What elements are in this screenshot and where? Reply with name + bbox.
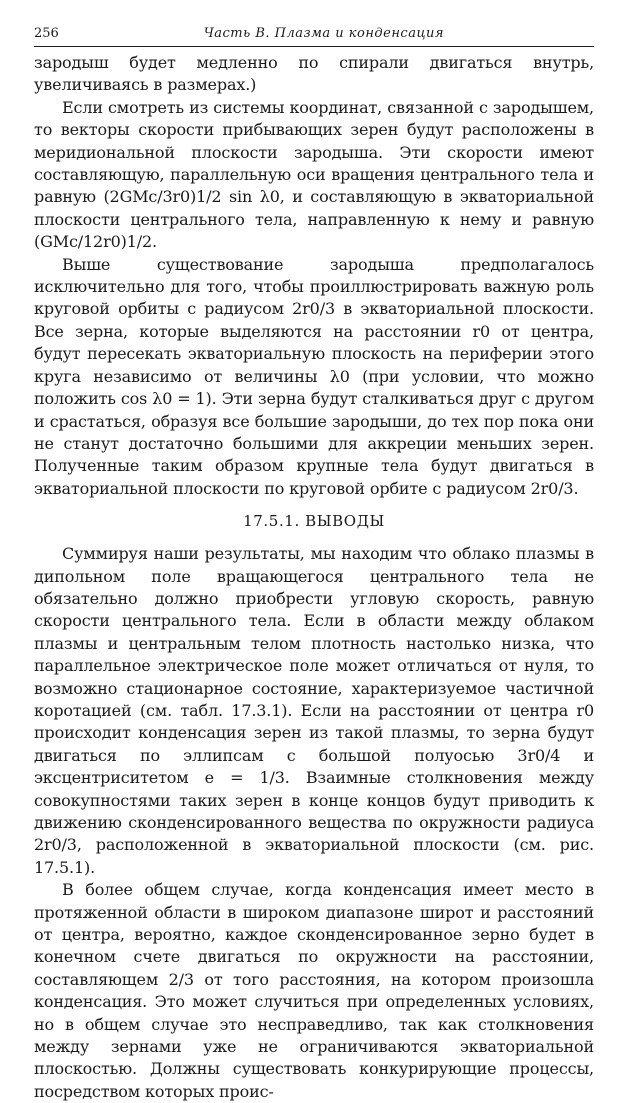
paragraph-nucleus-role: Выше существование зародыша предполагалось исключительно для того, чтобы проиллюстрировать важную роль круговой орбиты с радиусом 2r0/3 в экваториальной плоскости. Все зерна, которые выделяются на расстоянии r0 от центра, будут пересекать экваториальную плоскость на периферии этого круга независимо от величины λ0 (при условии, что можно положить cos λ0 = 1). Эти зерна будут сталкиваться друг с другом и срастаться, образуя все большие зародыши, до тех пор пока они не станут достаточно большими для аккреции меньших зерен. Полученные таким образом крупные тела будут двигаться в экваториальной плоскости по круговой орбите с радиусом 2r0/3. <box>34 254 594 498</box>
book-page <box>34 22 594 1103</box>
paragraph-general-case: В более общем случае, когда конденсация имеет место в протяженной области в широком диапазоне широт и расстояний от центра, вероятно, каждое сконденсированное зерно будет в конечном счете двигаться по окружности на расстоянии, составляющем 2/3 от того расстояния, на котором произошла конденсация. Это может случиться при определенных условиях, но в общем случае это несправедливо, так как столкновения между зернами уже не ограничиваются экваториальной плоскостью. Должны существовать конкурирующие процессы, посредством которых проис- <box>34 880 594 1101</box>
paragraph-summary: Суммируя наши результаты, мы находим что облако плазмы в дипольном поле вращающегося центрального тела не обязательно должно приобрести угловую скорость, равную скорости центрального тела. Если в области между облаком плазмы и центральным телом плотность настолько низка, что параллельное электрическое поле может отличаться от нуля, то возможно стационарное состояние, характеризуемое частичной коротацией (см. табл. 17.3.1). Если на расстоянии от центра r0 происходит конденсация зерен из такой плазмы, то зерна будут двигаться по эллипсам с большой полуосью 3r0/4 и эксцентриситетом e = 1/3. Взаимные столкновения между совокупностями таких зерен в конце концов будут приводить к движению сконденсированного вещества по окружности радиуса 2r0/3, расположенной в экваториальной плоскости (см. рис. 17.5.1). <box>34 544 594 877</box>
section-heading: 17.5.1. ВЫВОДЫ <box>243 512 385 531</box>
page-number: 256 <box>34 26 59 41</box>
paragraph-velocity-components: Если смотреть из системы координат, связанной с зародышем, то векторы скорости прибывающих зерен будут расположены в меридиональной плоскости зародыша. Эти скорости имеют составляющую, параллельную оси вращения центрального тела и равную (2GMc/3r0)1/2 sin λ0, и составляющую в экваториальной плоскости центрального тела, направленную к нему и равную (GMc/12r0)1/2. <box>34 97 594 252</box>
running-header <box>34 22 594 47</box>
running-title: Часть B. Плазма и конденсация <box>203 26 444 41</box>
body-text <box>34 52 594 1103</box>
paragraph-continuation: зародыш будет медленно по спирали двигаться внутрь, увеличиваясь в размерах.) <box>34 53 594 95</box>
